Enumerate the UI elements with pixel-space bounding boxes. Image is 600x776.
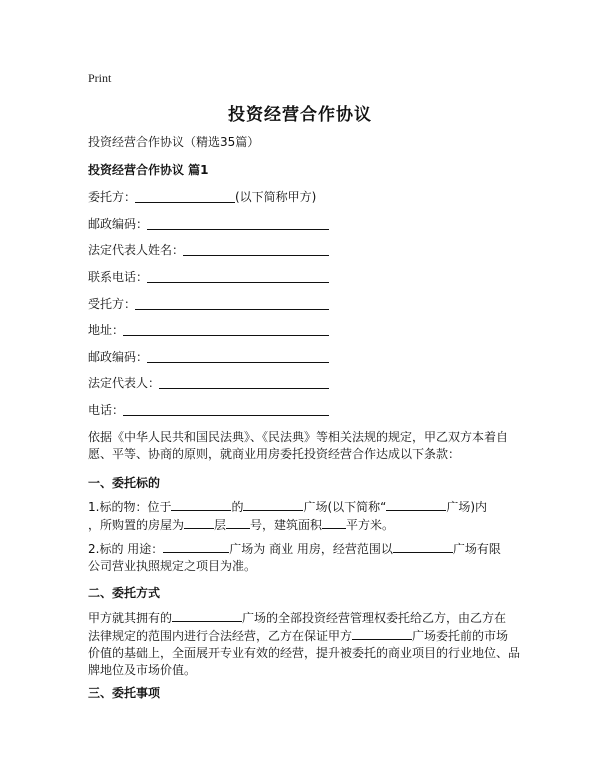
item-text: 平方米。 [346, 518, 395, 532]
item-text: 层 [214, 518, 227, 532]
blank-line [243, 498, 303, 511]
item-text: 公司营业执照规定之项目为准。 [88, 559, 257, 573]
document-subtitle: 投资经营合作协议（精选35篇） [88, 135, 260, 149]
field-label: 邮政编码： [88, 217, 149, 231]
blank-line [163, 540, 229, 553]
method-text: 广场的全部投资经营管理权委托给乙方，由乙方在 [242, 611, 507, 625]
field-label: 委托方： [88, 190, 137, 204]
blank-line [172, 609, 242, 622]
postcode-blank [147, 229, 329, 230]
item-text: 的 [231, 500, 244, 514]
blank-line [386, 498, 446, 511]
field-suffix: (以下简称甲方) [235, 190, 317, 204]
field-label: 电话： [88, 403, 125, 417]
item-text: 2.标的 用途： [88, 542, 164, 556]
address-blank [123, 335, 329, 336]
postcode-blank [147, 362, 329, 363]
intro-line: 愿、平等、协商的原则，就商业用房委托投资经营合作达成以下条款： [88, 447, 461, 461]
item-text: 广场为 商业 用房，经营范围以 [229, 542, 393, 556]
field-label: 法定代表人： [88, 376, 161, 390]
method-text: 广场委托前的市场 [412, 629, 509, 643]
client-blank [135, 202, 235, 203]
method-text: 价值的基础上，全面展开专业有效的经营，提升被委托的商业项目的行业地位、品 [88, 646, 521, 660]
blank-line [226, 516, 250, 529]
field-label: 法定代表人姓名： [88, 243, 185, 257]
blank-line [393, 540, 453, 553]
print-label[interactable]: Print [88, 71, 112, 85]
item-2 [88, 540, 520, 575]
section-title: 投资经营合作协议 篇1 [88, 163, 209, 177]
blank-line [322, 516, 346, 529]
phone-blank [147, 282, 329, 283]
item-1 [88, 498, 520, 534]
item-text: 1.标的物：位于 [88, 500, 172, 514]
method-text: 甲方就其拥有的 [88, 611, 173, 625]
intro-line: 依据《中华人民共和国民法典》、《民法典》等相关法规的规定，甲乙双方本着自 [88, 430, 509, 444]
intro-paragraph [88, 429, 520, 463]
heading-subject: 一、委托标的 [88, 476, 161, 490]
field-label: 地址： [88, 323, 125, 337]
field-label: 联系电话： [88, 270, 149, 284]
legal-rep-blank [159, 388, 329, 389]
item-text: 广场)内 [446, 500, 488, 514]
trustee-blank [135, 309, 329, 310]
blank-line [352, 627, 412, 640]
method-paragraph [88, 609, 520, 679]
method-text: 法律规定的范围内进行合法经营，乙方在保证甲方 [88, 629, 353, 643]
method-text: 牌地位及市场价值。 [88, 663, 197, 677]
field-label: 受托方： [88, 297, 137, 311]
heading-matters: 三、委托事项 [88, 686, 161, 700]
blank-line [184, 516, 214, 529]
legal-rep-name-blank [183, 255, 329, 256]
field-label: 邮政编码： [88, 350, 149, 364]
item-text: 广场有限 [452, 542, 501, 556]
blank-line [171, 498, 231, 511]
item-text: 广场(以下简称“ [303, 500, 387, 514]
phone-blank [123, 415, 329, 416]
heading-method: 二、委托方式 [88, 586, 161, 600]
item-text: 号，建筑面积 [250, 518, 323, 532]
document-title: 投资经营合作协议 [228, 105, 372, 125]
item-text: ，所购置的房屋为 [88, 518, 185, 532]
